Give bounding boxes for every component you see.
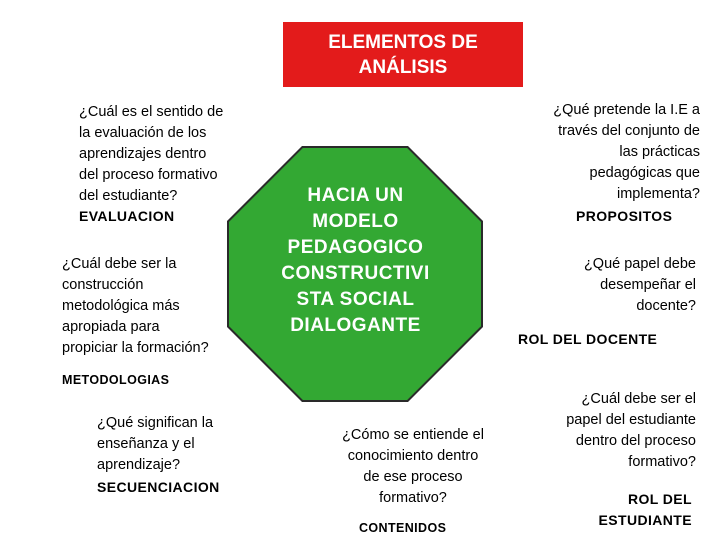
rol-docente-label: ROL DEL DOCENTE xyxy=(518,331,658,347)
contenidos-line-1: ¿Cómo se entiende el xyxy=(342,427,484,443)
rol-docente-line-2: desempeñar el xyxy=(600,277,696,293)
metodologias-line-1: ¿Cuál debe ser la xyxy=(62,256,177,272)
rol-estudiante-line-4: formativo? xyxy=(628,454,696,470)
rol-estudiante-line-1: ¿Cuál debe ser el xyxy=(581,391,696,407)
contenidos-question xyxy=(320,425,506,509)
secuenciacion-question xyxy=(97,413,213,476)
metodologias-line-2: construcción xyxy=(62,277,144,293)
propositos-label: PROPOSITOS xyxy=(576,208,673,224)
metodologias-label: METODOLOGIAS xyxy=(62,373,170,387)
central-line-3: PEDAGOGICO xyxy=(287,237,424,258)
rol-estudiante-label-line-2: ESTUDIANTE xyxy=(598,512,692,528)
central-line-5: STA SOCIAL xyxy=(296,289,415,310)
central-text xyxy=(268,183,443,339)
rol-docente-line-3: docente? xyxy=(636,298,696,314)
contenidos-line-3: de ese proceso xyxy=(363,469,463,485)
propositos-line-3: las prácticas xyxy=(619,144,700,160)
rol-estudiante-label xyxy=(560,489,692,531)
title-box xyxy=(283,22,523,87)
evaluacion-line-4: del proceso formativo xyxy=(79,167,218,183)
metodologias-line-4: apropiada para xyxy=(62,319,160,335)
rol-estudiante-question xyxy=(520,389,696,473)
contenidos-label: CONTENIDOS xyxy=(359,521,447,535)
propositos-line-4: pedagógicas que xyxy=(589,165,700,181)
secuenciacion-line-3: aprendizaje? xyxy=(97,457,181,473)
evaluacion-label: EVALUACION xyxy=(79,208,175,224)
central-line-4: CONSTRUCTIVI xyxy=(281,263,430,284)
metodologias-question xyxy=(62,254,209,359)
rol-docente-question xyxy=(520,254,696,317)
central-line-6: DIALOGANTE xyxy=(290,315,421,336)
contenidos-line-4: formativo? xyxy=(379,490,447,506)
evaluacion-line-2: la evaluación de los xyxy=(79,125,207,141)
propositos-line-2: través del conjunto de xyxy=(558,123,700,139)
title-line-2: ANÁLISIS xyxy=(358,56,448,78)
propositos-question xyxy=(495,100,700,205)
propositos-line-5: implementa? xyxy=(616,186,700,202)
central-line-2: MODELO xyxy=(312,211,399,232)
rol-estudiante-line-2: papel del estudiante xyxy=(566,412,696,428)
evaluacion-question xyxy=(79,102,223,207)
metodologias-line-5: propiciar la formación? xyxy=(62,340,209,356)
evaluacion-line-5: del estudiante? xyxy=(79,188,178,204)
secuenciacion-line-2: enseñanza y el xyxy=(97,436,195,452)
secuenciacion-label: SECUENCIACION xyxy=(97,479,220,495)
rol-estudiante-label-line-1: ROL DEL xyxy=(628,491,692,507)
rol-docente-line-1: ¿Qué papel debe xyxy=(583,256,696,272)
title-line-1: ELEMENTOS DE xyxy=(328,31,478,53)
contenidos-line-2: conocimiento dentro xyxy=(347,448,479,464)
central-line-1: HACIA UN xyxy=(307,185,404,206)
rol-estudiante-line-3: dentro del proceso xyxy=(575,433,696,449)
propositos-line-1: ¿Qué pretende la I.E a xyxy=(553,102,700,118)
evaluacion-line-1: ¿Cuál es el sentido de xyxy=(79,104,224,120)
secuenciacion-line-1: ¿Qué significan la xyxy=(97,415,214,431)
metodologias-line-3: metodológica más xyxy=(62,298,180,314)
evaluacion-line-3: aprendizajes dentro xyxy=(79,146,207,162)
